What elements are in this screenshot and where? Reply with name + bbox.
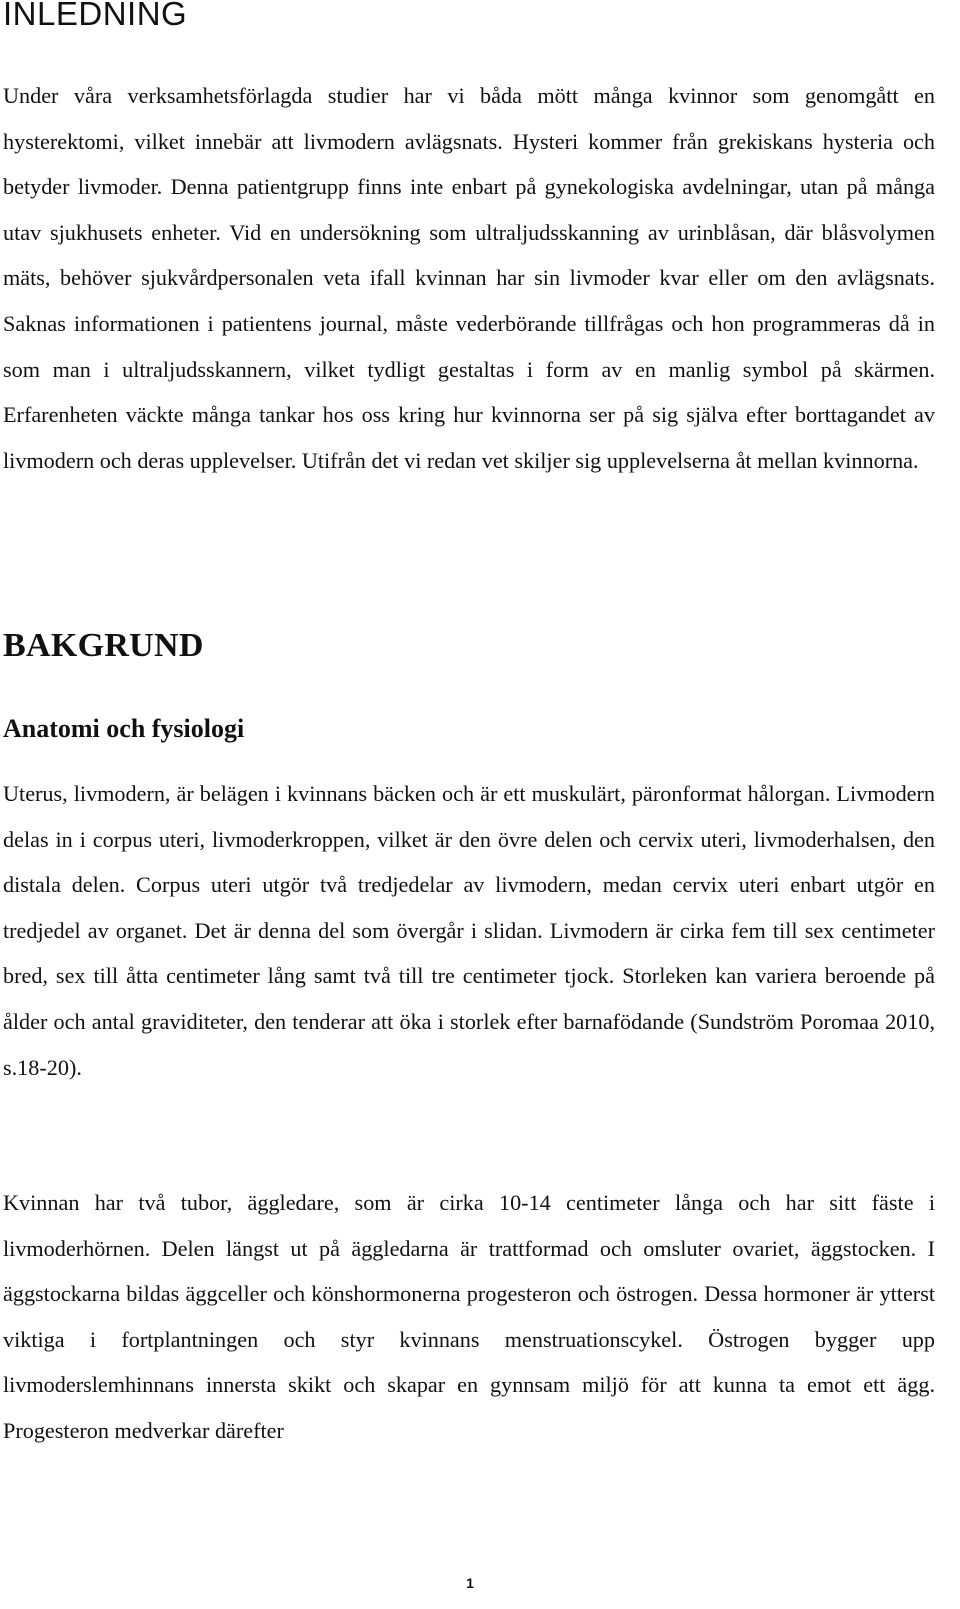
intro-paragraph: Under våra verksamhetsförlagda studier har vi båda mött många kvinnor som genomgått en hysterektomi, vilket innebär att livmodern avlägsnats. Hysteri kommer från grekiskans hysteria och betyder livmoder. Denna patientgrupp finns inte enbart på gynekologiska avdelningar, utan på många utav sjukhusets enheter. Vid en undersökning som ultraljudsskanning av urinblåsan, där blåsvolymen mäts, behöver sjukvårdpersonalen veta ifall kvinnan har sin livmoder kvar eller om den avlägsnats. Saknas informationen i patientens journal, måste vederbörande tillfrågas och hon programmeras då in som man i ultraljudsskannern, vilket tydligt gestaltas i form av en manlig symbol på skärmen. Erfarenheten väckte många tankar hos oss kring hur kvinnorna ser på sig själva efter borttagandet av livmodern och deras upplevelser. Utifrån det vi redan vet skiljer sig upplevelserna åt mellan kvinnorna. bbox=[3, 83, 935, 473]
heading-bakgrund: BAKGRUND bbox=[3, 627, 204, 664]
page-number: 1 bbox=[466, 1575, 474, 1591]
heading-inledning: INLEDNING bbox=[3, 0, 188, 32]
anatomy-paragraph-1: Uterus, livmodern, är belägen i kvinnans bäcken och är ett muskulärt, päronformat hålorgan. Livmodern delas in i corpus uteri, livmoderkroppen, vilket är den övre delen och cervix uteri, livmoderhalsen, den distala delen. Corpus uteri utgör två tredjedelar av livmodern, medan cervix uteri enbart utgör en tredjedel av organet. Det är denna del som övergår i slidan. Livmodern är cirka fem till sex centimeter bred, sex till åtta centimeter lång samt två till tre centimeter tjock. Storleken kan variera beroende på ålder och antal graviditeter, den tenderar att öka i storlek efter barnafödande (Sundström Poromaa 2010, s.18-20). bbox=[3, 781, 935, 1080]
subheading-anatomi: Anatomi och fysiologi bbox=[3, 714, 245, 743]
anatomy-paragraph-2: Kvinnan har två tubor, äggledare, som är cirka 10-14 centimeter långa och har sitt fäste i livmoderhörnen. Delen längst ut på äggledarna är trattformad och omsluter ovariet, äggstocken. I äggstockarna bildas äggceller och könshormonerna progesteron och östrogen. Dessa hormoner är ytterst viktiga i fortplantningen och styr kvinnans menstruationscykel. Östrogen bygger upp livmoderslemhinnans innersta skikt och skapar en gynnsam miljö för att kunna ta emot ett ägg. Progesteron medverkar därefter bbox=[3, 1190, 935, 1443]
